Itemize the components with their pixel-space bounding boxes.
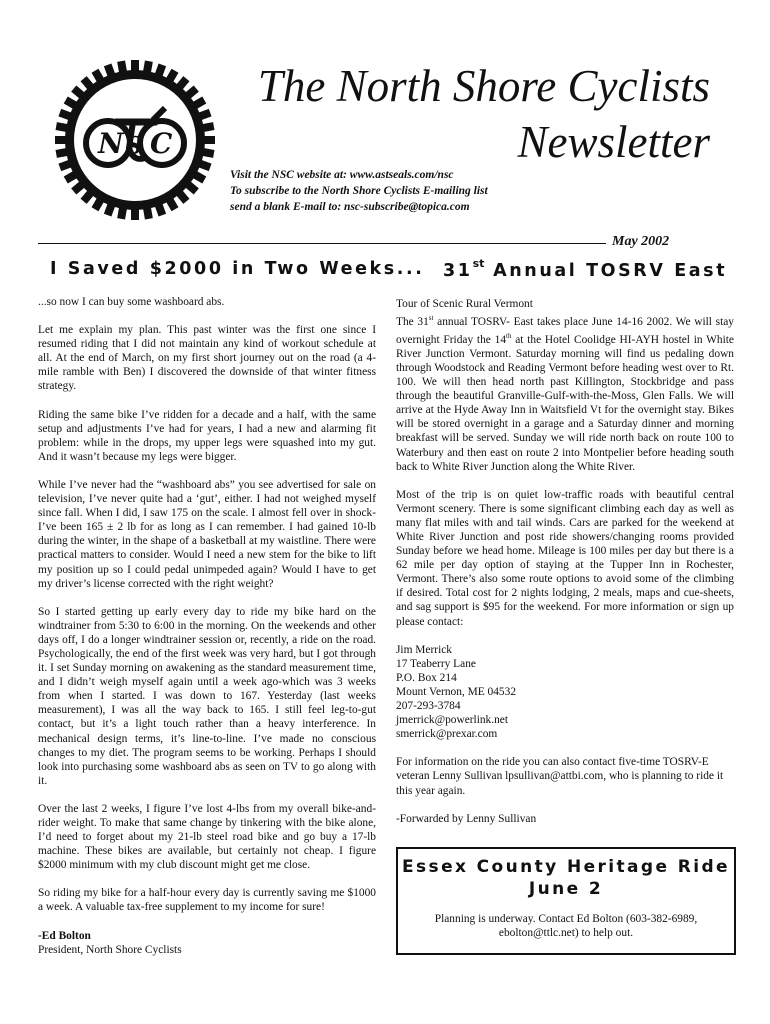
box-title-line-2: June 2 [528, 879, 604, 899]
contact-line: Mount Vernon, ME 04532 [396, 685, 517, 698]
header-divider [38, 243, 606, 244]
signature-title: President, North Shore Cyclists [38, 943, 182, 956]
signature-name: -Ed Bolton [38, 929, 91, 942]
right-article-heading [443, 259, 727, 281]
svg-text:N: N [98, 127, 124, 160]
heading-ordinal: st [472, 257, 485, 270]
info-line-website: Visit the NSC website at: www.astseals.com/nsc [230, 169, 454, 181]
issue-date: May 2002 [612, 234, 670, 249]
newsletter-title [230, 58, 710, 170]
signature [38, 929, 376, 957]
header-info [230, 167, 650, 215]
contact-email: jmerrick@powerlink.net [396, 714, 509, 727]
contact-line: Jim Merrick [396, 643, 452, 656]
left-article-body [38, 295, 376, 957]
svg-text:C: C [150, 127, 173, 160]
paragraph: ...so now I can buy some washboard abs. [38, 296, 225, 308]
paragraph: Over the last 2 weeks, I figure I’ve lost 4-lbs from my overall bike-and-rider weight. To make that same change by tinkering with the bike alone, I’d need to forget about my 21-lb steel road bike and go buy a 17-lb machine. These bikes are available, but certainly not cheap. I figure $2000 minimum with my club discount might get me close. [38, 802, 376, 872]
heritage-ride-box [396, 847, 736, 955]
contact-line: 17 Teaberry Lane [396, 657, 476, 670]
box-title [398, 856, 734, 900]
contact-line: P.O. Box 214 [396, 671, 457, 684]
contact-line: 207-293-3784 [396, 700, 461, 713]
paragraph: Let me explain my plan. This past winter was the first one since I resumed riding that I did not maintain any kind of workout schedule at all. At the end of March, on my first short journey out on the road (a 4-mile ramble with Ben) I discovered the downside of that winter fitness strategy. [38, 324, 376, 393]
heading-text: Annual TOSRV East [484, 260, 728, 281]
nsc-logo [45, 50, 225, 230]
box-title-line-1: Essex County Heritage Ride [402, 857, 730, 877]
article-subtitle: Tour of Scenic Rural Vermont [396, 298, 533, 310]
right-article-body [396, 297, 734, 840]
paragraph: While I’ve never had the “washboard abs” you see advertised for sale on television, I’ve never quite had a ‘gut’, either. I had not weighed myself since fall. When I did, I saw 175 on the scale. I almost fell over in shock- I’ve been 165 ± 2 lb for as long as I can remember. I had gained 10-lb during the winter, in the shape of a basketball at my waistline. There were practical matters to consider. Would I need a new stem for the bike to lift my position up so I could pedal unimpeded again? Would I have to get my driver’s license corrected with the right weight? [38, 478, 376, 590]
info-line-subscribe: To subscribe to the North Shore Cyclists E-mailing list [230, 185, 488, 197]
forwarded-by: -Forwarded by Lenny Sullivan [396, 812, 537, 825]
left-article-heading: I Saved $2000 in Two Weeks... [50, 259, 425, 279]
box-body: Planning is underway. Contact Ed Bolton (603-382-6989, ebolton@ttlc.net) to help out. [434, 913, 698, 939]
title-line-1: The North Shore Cyclists [257, 61, 710, 111]
contact-email: smerrick@prexar.com [396, 728, 498, 741]
svg-text:S: S [125, 131, 143, 160]
contact-block [396, 643, 734, 742]
paragraph: Most of the trip is on quiet low-traffic roads with beautiful central Vermont scenery. There is some significant climbing each day as well as many flat miles with and tail winds. Cars are parked for the weekend at White River Junction and post ride showers/changing rooms provided Sunday before we head home. Mileage is 100 miles per day but there is a 62 mile per day option of staying at the Tupper Inn in Rochester, Vermont. There’s also some route options to avoid some of the climbing if desired. Total cost for 2 nights lodging, 2 meals, maps and cue-sheets, and sag support is $95 for the weekend. For more information or sign up please contact: [396, 488, 734, 628]
paragraph: So I started getting up early every day to ride my bike hard on the windtrainer from 5:30 to 6:00 in the morning. On the weekends and other days off, I do a longer windtrainer session or, recently, a ride on the road. Psychologically, the end of the first week was very hard, but I got through it. I set Sunday morning on awakening as the standard measurement time, and I didn’t weigh myself again until a week ago-which was 3 weeks from when I started. I was down to 167. Yesterday (last weeks measurement), I was all the way back to 165. I still feel leg-to-gut contact, but it’s a light touch rather than a heavy interference. In mechanical design terms, it’s line-to-line. I’ve made no conscious changes to my diet. The program seems to be working. Perhaps I should look into purchasing some washboard abs as seen on TV to go along with it. [38, 605, 376, 787]
paragraph: The 31st annual TOSRV- East takes place June 14-16 2002. We will stay overnight Friday the 14th at the Hotel Coolidge HI-AYH hostel in White River Junction Vermont. Saturday morning will find us pedaling down through Woodstock and Reading Vermont before heading west over to Rt. 100. We will then head north past Killington, Stockbridge and pass through the beautiful Granville-Gulf-with-the-Moss, Glen Falls. We will arrive at the Hyde Away Inn in Waitsfield Vt for the overnight stay. Bikes will be stored overnight in a garage and a Saturday dinner and morning breakfast will be served. Sunday we will ride north back on route 100 to Waterbury and then east on route 2 into Montpelier before heading south back to White River Junction along the White River. [396, 314, 734, 473]
title-line-2: Newsletter [517, 117, 710, 167]
paragraph: Riding the same bike I’ve ridden for a decade and a half, with the same setup and adjustments I’ve had for years, I had a new and alarming fit problem: while in the drops, my upper legs were squashed into my gut. And it wasn’t because my legs were bigger. [38, 408, 376, 463]
paragraph: So riding my bike for a half-hour every day is currently saving me $1000 a week. A valuable tax-free supplement to my income for sure! [38, 887, 376, 914]
info-line-email: send a blank E-mail to: nsc-subscribe@topica.com [230, 201, 470, 213]
heading-number: 31 [443, 260, 473, 281]
paragraph: For information on the ride you can also contact five-time TOSRV-E veteran Lenny Sullivan lpsullivan@attbi.com, who is planning to ride it this year again. [396, 756, 724, 797]
